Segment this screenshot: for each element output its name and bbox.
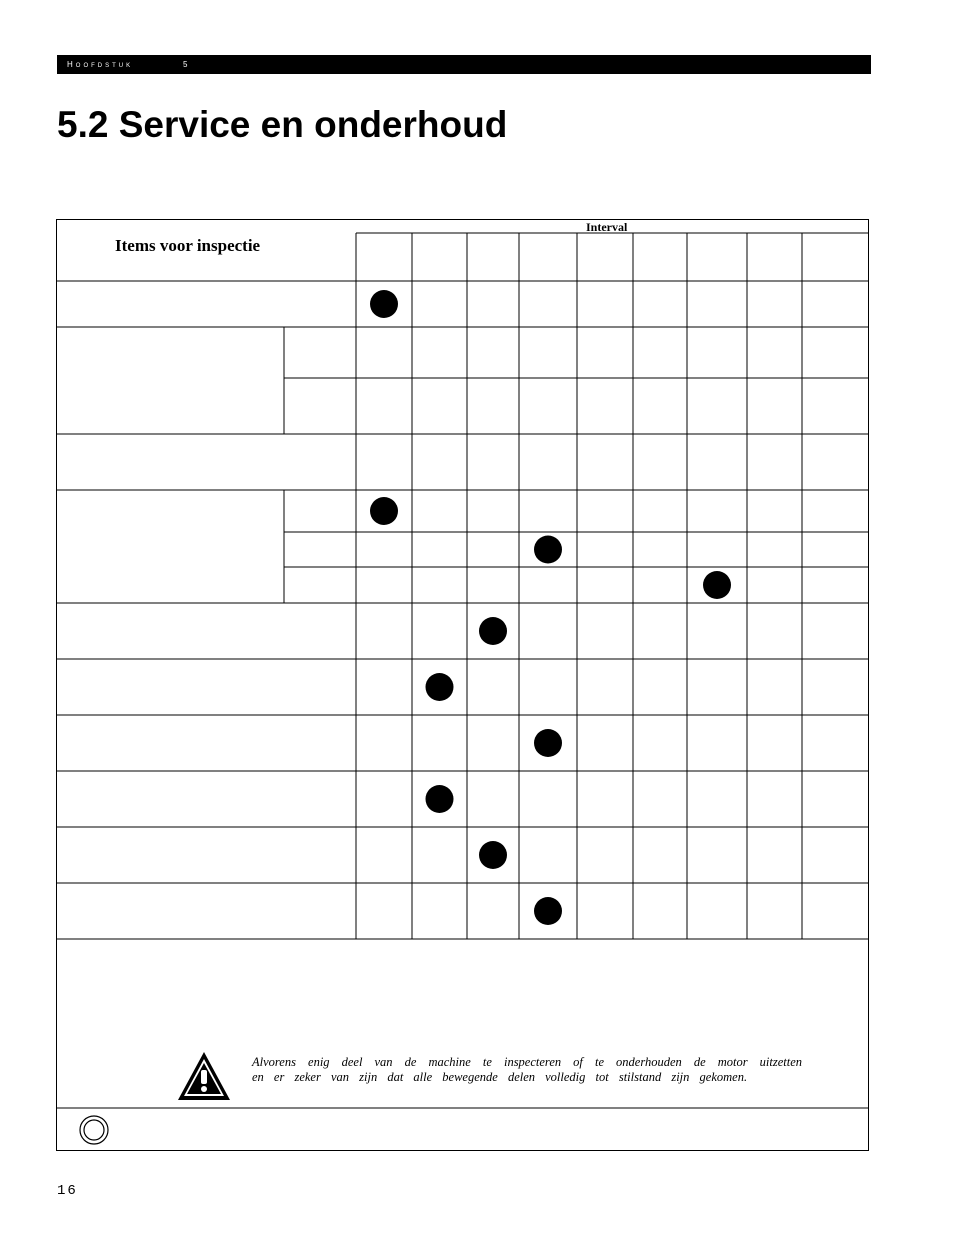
double-circle-icon	[78, 1114, 110, 1146]
interval-dot	[479, 617, 507, 645]
warning-text	[252, 1055, 802, 1085]
chapter-label: Hoofdstuk	[67, 60, 134, 69]
interval-dot	[534, 897, 562, 925]
items-header: Items voor inspectie	[115, 236, 261, 255]
warning-line-2: en er zeker van zijn dat alle bewegende delen volledig tot stilstand zijn gekomen.	[252, 1070, 748, 1084]
interval-dot	[426, 673, 454, 701]
page-title: 5.2 Service en onderhoud	[57, 104, 508, 145]
warning-triangle-icon	[176, 1050, 232, 1102]
interval-markers	[370, 290, 731, 925]
warning-line-1: Alvorens enig deel van de machine te inspecteren of te onderhouden de motor uitzetten	[252, 1055, 802, 1069]
interval-dot	[426, 785, 454, 813]
interval-dot	[370, 290, 398, 318]
interval-dot	[703, 571, 731, 599]
page-number: 16	[57, 1183, 78, 1199]
interval-dot	[370, 497, 398, 525]
interval-header: Interval	[586, 220, 628, 234]
interval-dot	[479, 841, 507, 869]
chapter-number: 5	[183, 60, 191, 69]
interval-dot	[534, 536, 562, 564]
interval-dot	[534, 729, 562, 757]
table-grid-lines	[57, 233, 869, 1108]
